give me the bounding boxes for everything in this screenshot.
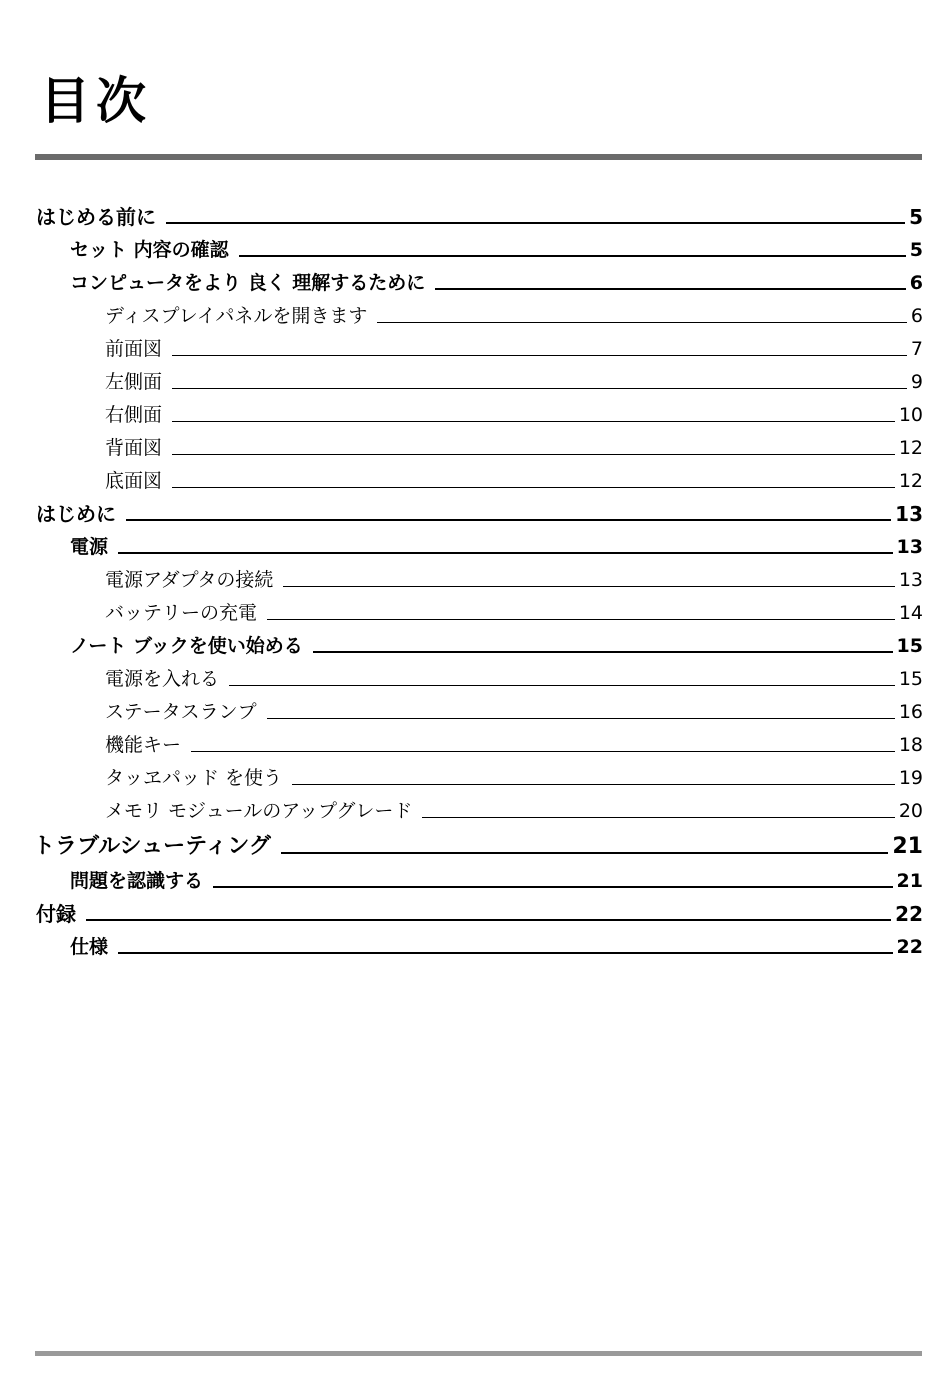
toc-entry-before-you-start[interactable] [36,197,923,229]
toc-entry-left-side[interactable] [105,362,923,394]
toc-entry-troubleshooting[interactable] [33,827,923,859]
toc-leader-line [377,322,907,323]
toc-entry-label: 左側面 [105,371,163,393]
toc-entry-label: 電源アダプタの接続 [105,569,274,591]
toc-entry-label: 背面図 [105,437,163,459]
toc-entry-package-contents[interactable] [70,230,923,262]
toc-page-number: 10 [898,404,923,426]
toc-entry-power-on[interactable] [105,659,923,691]
toc-entry-label: ステータスランプ [105,701,257,723]
toc-leader-line [118,552,893,554]
toc-entry-label: ノート ブックを使い始める [70,635,303,657]
toc-page-number: 21 [896,870,923,892]
toc-entry-rear-view[interactable] [105,428,923,460]
toc-entry-label: トラブルシューティング [33,834,271,859]
toc-entry-label: 底面図 [105,470,163,492]
toc-leader-line [267,718,895,719]
title-divider [35,154,922,160]
toc-entry-bottom-view[interactable] [105,461,923,493]
toc-entry-power[interactable] [70,527,923,559]
toc-leader-line [239,255,906,257]
toc-page-number: 20 [898,800,923,822]
toc-page-number: 13 [895,502,923,526]
toc-leader-line [118,952,893,954]
toc-page-number: 12 [898,470,923,492]
toc-entry-label: 前面図 [105,338,163,360]
toc-entry-know-your-computer[interactable] [70,263,923,295]
toc-page-number: 13 [896,536,923,558]
toc-page-number: 7 [910,338,923,360]
toc-entry-label: 電源を入れる [105,668,220,690]
toc-entry-charge-battery[interactable] [105,593,923,625]
toc-leader-line [292,784,895,785]
toc-leader-line [172,454,895,455]
toc-entry-appendix[interactable] [36,894,923,926]
toc-page-number: 18 [898,734,923,756]
toc-page-number: 13 [898,569,923,591]
toc-entry-label: ディスプレイパネルを開きます [105,305,368,327]
toc-entry-label: はじめに [36,502,116,526]
toc-entry-label: セット 内容の確認 [70,239,229,261]
toc-page-number: 14 [898,602,923,624]
toc-leader-line [281,852,888,854]
toc-page-number: 22 [896,936,923,958]
toc-leader-line [172,421,895,422]
toc-page-number: 6 [910,305,923,327]
toc-entry-touchpad[interactable] [105,758,923,790]
toc-entry-memory-upgrade[interactable] [105,791,923,823]
page-title: 目次 [40,72,152,130]
toc-page-number: 6 [909,272,923,294]
toc-entry-label: はじめる前に [36,205,156,229]
toc-entry-specifications[interactable] [70,927,923,959]
toc-leader-line [86,919,891,921]
toc-leader-line [267,619,895,620]
toc-page-number: 12 [898,437,923,459]
toc-page-number: 16 [898,701,923,723]
toc-entry-label: バッテリーの充電 [105,602,258,624]
footer-divider [35,1351,922,1356]
toc-leader-line [172,355,907,356]
toc-leader-line [166,222,905,224]
toc-leader-line [172,487,895,488]
toc-entry-front-view[interactable] [105,329,923,361]
toc-entry-status-lamps[interactable] [105,692,923,724]
toc-entry-label: 仕様 [70,936,109,958]
toc-entry-open-display[interactable] [105,296,923,328]
toc-leader-line [313,651,893,653]
toc-entry-function-keys[interactable] [105,725,923,757]
toc-entry-connect-adapter[interactable] [105,560,923,592]
toc-leader-line [435,288,906,290]
toc-entry-right-side[interactable] [105,395,923,427]
toc-leader-line [283,586,894,587]
toc-page-number: 9 [910,371,923,393]
toc-page-number: 5 [909,239,923,261]
toc-leader-line [126,519,891,521]
toc-page-number: 5 [909,205,923,229]
toc-page-number: 19 [898,767,923,789]
toc-page-number: 21 [892,834,923,859]
toc-entry-getting-started[interactable] [36,494,923,526]
toc-entry-label: 機能キー [105,734,182,756]
toc-entry-start-notebook[interactable] [70,626,923,658]
toc-entry-label: コンピュータをより 良く 理解するために [70,272,426,294]
toc-entry-label: メモリ モジュールのアップグレード [105,800,413,822]
toc-leader-line [422,817,894,818]
toc-page-number: 15 [896,635,923,657]
toc-page-number: 22 [895,902,923,926]
toc-leader-line [213,886,893,888]
toc-entry-label: 問題を認識する [70,870,204,892]
toc-leader-line [172,388,907,389]
toc-leader-line [229,685,895,686]
toc-page-number: 15 [898,668,923,690]
toc-leader-line [191,751,895,752]
toc-entry-label: タッヱパッド を使う [105,767,283,789]
toc-entry-label: 付録 [36,902,76,926]
toc-entry-label: 電源 [70,536,109,558]
toc-entry-label: 右側面 [105,404,163,426]
toc-entry-identify-problems[interactable] [70,861,923,893]
